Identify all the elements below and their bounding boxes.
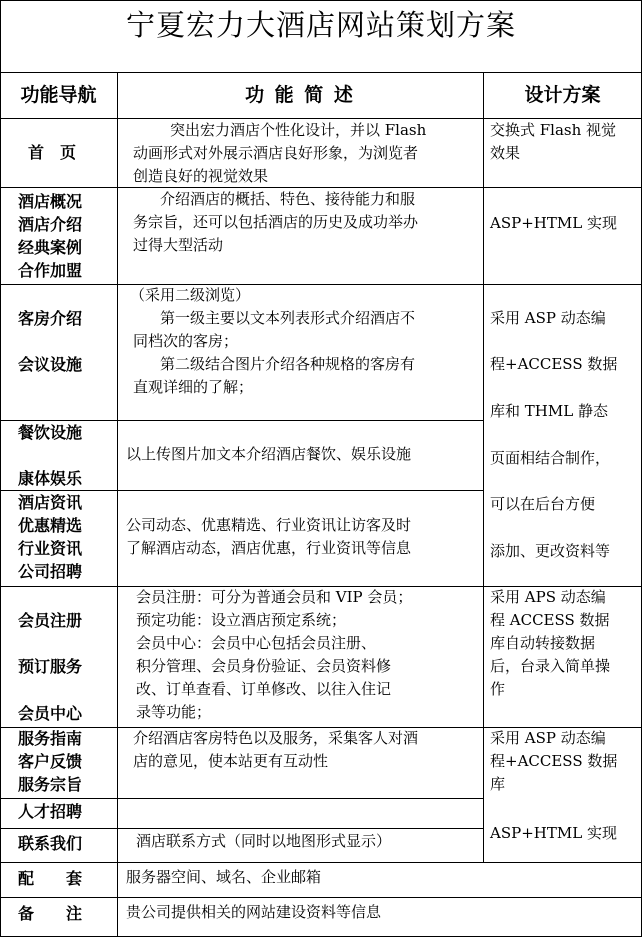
nav-cell: 配 套: [18, 869, 83, 888]
design-line: 采用 APS 动态编: [490, 588, 606, 606]
desc-line: 酒店联系方式（同时以地图形式显示）: [136, 832, 392, 850]
nav-cell: 经典案例: [18, 238, 83, 257]
nav-cell: 合作加盟: [18, 261, 83, 280]
nav-cell: 康体娱乐: [18, 469, 83, 488]
nav-cell: 服务指南: [18, 729, 83, 748]
design-line: 交换式 Flash 视觉: [490, 121, 617, 139]
design-line: 效果: [490, 144, 521, 162]
desc-line: 创造良好的视觉效果: [133, 167, 269, 185]
desc-line: 以上传图片加文本介绍酒店餐饮、娱乐设施: [126, 445, 412, 463]
bottom-design-cell: ASP+HTML 实现: [490, 824, 617, 842]
desc-line: 介绍酒店客房特色以及服务，采集客人对酒: [133, 729, 419, 747]
design-line: 采用 ASP 动态编: [490, 309, 606, 327]
desc-line: 第一级主要以文本列表形式介绍酒店不: [160, 309, 416, 327]
desc-line: 会员注册：可分为普通会员和 VIP 会员；: [136, 588, 413, 606]
header-desc: 功 能 简 述: [245, 84, 355, 106]
desc-line: 同档次的客房；: [133, 332, 239, 350]
desc-line: 改、订单查看、订单修改、以往入住记: [136, 680, 392, 698]
header-nav: 功能导航: [20, 84, 97, 106]
design-line: 页面相结合制作，: [490, 449, 611, 467]
nav-cell: 公司招聘: [18, 562, 83, 581]
design-line: 后，台录入简单操: [490, 657, 611, 675]
nav-cell: 客房介绍: [18, 309, 83, 328]
nav-cell: 会议设施: [18, 355, 83, 374]
desc-line: 公司动态、优惠精选、行业资讯让访客及时: [126, 516, 412, 534]
desc-line: 介绍酒店的概括、特色、接待能力和服: [160, 190, 416, 208]
nav-cell: 酒店概况: [18, 192, 83, 211]
design-line: 库和 THML 静态: [490, 402, 608, 420]
design-line: 采用 ASP 动态编: [490, 729, 606, 747]
desc-line: 录等功能；: [136, 703, 212, 721]
nav-cell: 人才招聘: [18, 802, 83, 821]
nav-cell: 会员中心: [18, 704, 83, 723]
desc-line: 预定功能：设立酒店预定系统；: [136, 611, 347, 629]
nav-cell: 酒店介绍: [18, 215, 83, 234]
design-line: 添加、更改资料等: [490, 542, 611, 560]
desc-line: 务宗旨，还可以包括酒店的历史及成功举办: [133, 213, 419, 231]
design-line: 程+ACCESS 数据: [490, 752, 618, 770]
nav-cell: 客户反馈: [18, 752, 83, 771]
desc-line: 贵公司提供相关的网站建设资料等信息: [126, 903, 382, 921]
nav-cell: 会员注册: [18, 611, 83, 630]
desc-line: 过得大型活动: [133, 236, 224, 254]
design-line: 库: [490, 775, 506, 793]
desc-line: 动画形式对外展示酒店良好形象，为浏览者: [133, 144, 419, 162]
nav-cell: 优惠精选: [18, 516, 83, 535]
desc-line: 服务器空间、域名、企业邮箱: [126, 868, 322, 886]
header-design: 设计方案: [524, 84, 601, 106]
desc-line: 直观详细的了解；: [133, 378, 254, 396]
nav-cell: 酒店资讯: [18, 493, 83, 512]
nav-cell: 餐饮设施: [18, 423, 83, 442]
design-line: 库自动转接数据: [490, 634, 596, 652]
design-line: 作: [490, 680, 506, 698]
design-line: 程 ACCESS 数据: [490, 611, 610, 629]
design-line: 可以在后台方便: [490, 495, 596, 513]
nav-cell: 首 页: [28, 143, 77, 162]
desc-line: 突出宏力酒店个性化设计，并以 Flash: [170, 121, 427, 139]
nav-cell: 联系我们: [18, 834, 83, 853]
design-line: ASP+HTML 实现: [490, 214, 617, 232]
desc-line: 第二级结合图片介绍各种规格的客房有: [160, 355, 416, 373]
design-line: 程+ACCESS 数据: [490, 355, 618, 373]
nav-cell: 行业资讯: [18, 539, 83, 558]
nav-cell: 服务宗旨: [18, 775, 83, 794]
nav-cell: 预订服务: [18, 657, 83, 676]
desc-line: 店的意见，使本站更有互动性: [133, 752, 329, 770]
desc-line: 会员中心：会员中心包括会员注册、: [136, 634, 377, 652]
nav-cell: 备 注: [18, 904, 83, 923]
desc-line: （采用二级浏览）: [130, 286, 251, 304]
desc-line: 积分管理、会员身份验证、会员资料修: [136, 657, 392, 675]
desc-line: 了解酒店动态，酒店优惠，行业资讯等信息: [126, 539, 412, 557]
document-title: 宁夏宏力大酒店网站策划方案: [125, 8, 516, 42]
